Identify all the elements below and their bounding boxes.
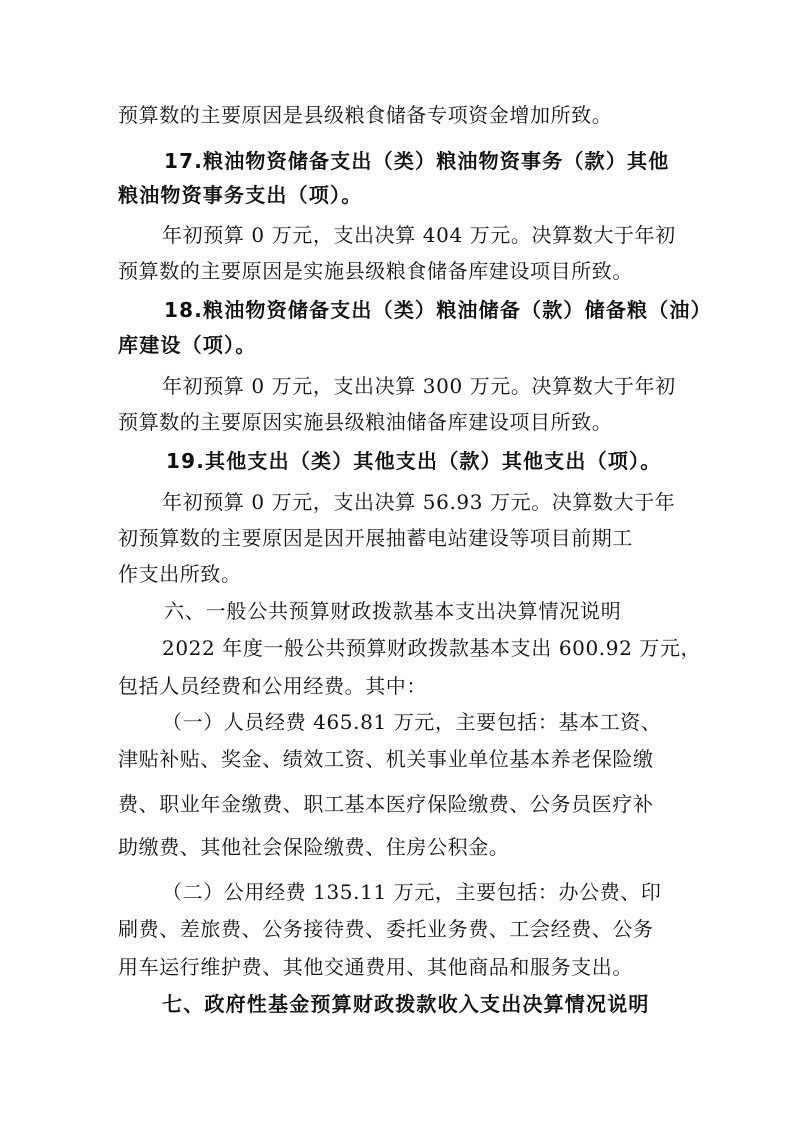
chapter-heading: 七、政府性基金预算财政拨款收入支出决算情况说明 — [162, 992, 650, 1016]
text-line: （二）公用经费 135.11 万元，主要包括：办公费、印 — [162, 880, 662, 904]
text-line: 预算数的主要原因实施县级粮油储备库建设项目所致。 — [118, 410, 613, 434]
text-line: 助缴费、其他社会保险缴费、住房公积金。 — [118, 835, 510, 859]
text-line: 年初预算 0 万元，支出决算 56.93 万元。决算数大于年 — [162, 490, 676, 514]
text-line: 预算数的主要原因是县级粮食储备专项资金增加所致。 — [118, 103, 613, 127]
text-line: 包括人员经费和公用经费。其中： — [118, 674, 427, 698]
section-heading: 19.其他支出（类）其他支出（款）其他支出（项）。 — [166, 449, 662, 473]
text-line: （一）人员经费 465.81 万元，主要包括：基本工资、 — [162, 710, 662, 734]
section-heading: 库建设（项）。 — [118, 333, 257, 357]
text-line: 作支出所致。 — [118, 562, 242, 586]
text-line: 年初预算 0 万元，支出决算 404 万元。决算数大于年初 — [162, 223, 676, 247]
text-line: 费、职业年金缴费、职工基本医疗保险缴费、公务员医疗补 — [118, 792, 654, 816]
text-line: 津贴补贴、奖金、绩效工资、机关事业单位基本养老保险缴 — [118, 747, 654, 771]
text-line: 预算数的主要原因是实施县级粮食储备库建设项目所致。 — [118, 259, 633, 283]
section-heading: 粮油物资事务支出（项）。 — [118, 183, 363, 207]
section-heading: 18.粮油物资储备支出（类）粮油储备（款）储备粮（油） — [164, 298, 712, 322]
section-heading: 17.粮油物资储备支出（类）粮油物资事务（款）其他 — [164, 149, 670, 173]
text-line: 年初预算 0 万元，支出决算 300 万元。决算数大于年初 — [162, 374, 676, 398]
text-line: 2022 年度一般公共预算财政拨款基本支出 600.92 万元， — [162, 636, 702, 660]
chapter-heading: 六、一般公共预算财政拨款基本支出决算情况说明 — [164, 599, 622, 623]
text-line: 刷费、差旅费、公务接待费、委托业务费、工会经费、公务 — [118, 917, 654, 941]
text-line: 初预算数的主要原因是因开展抽蓄电站建设等项目前期工 — [118, 526, 633, 550]
text-line: 用车运行维护费、其他交通费用、其他商品和服务支出。 — [118, 955, 633, 979]
